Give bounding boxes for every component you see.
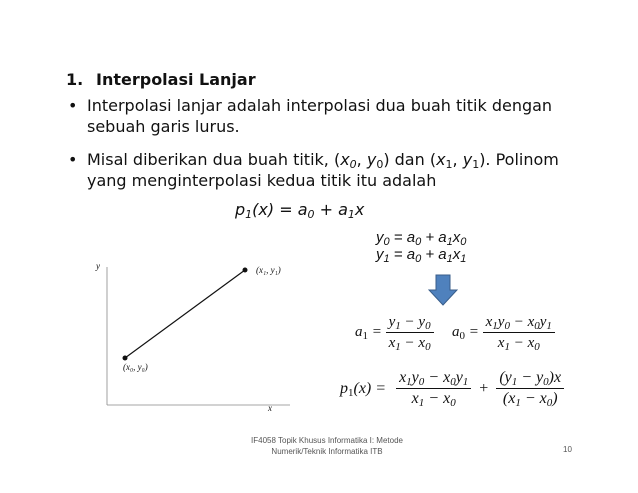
footer-line-1: IF4058 Topik Khusus Informatika I: Metode [251, 436, 403, 445]
section-number: 1. [66, 70, 84, 89]
bullet-2-mid: ) dan ( [383, 150, 437, 169]
bullet-1-line-2: sebuah garis lurus. [87, 116, 240, 136]
sub: 0 [307, 208, 315, 221]
system-of-equations [376, 229, 466, 263]
sub: 0 [415, 253, 422, 265]
a1-formula: $a_1$ = $\frac{y_1 - y_0}{x_1 - x_0}$ [355, 312, 434, 353]
graph-x-label: x [268, 403, 272, 413]
point0-x: x [340, 150, 350, 169]
sys-eq: = a [389, 229, 416, 246]
a0-formula: $a_0$ = $\frac{x_1y_0 - x_0y_1}{x_1 - x_0}$ [452, 312, 555, 353]
p1-formula: $p_1(x)$ = $\frac{x_1y_0 - x_0y_1}{x_1 - x_0}$ + $\frac{(y_1 - y_0)x}{(x_1 - x_0)}$ [340, 368, 564, 409]
bullet-1-line-1: Interpolasi lanjar adalah interpolasi dua buah titik dengan [87, 96, 553, 115]
point1-y: y [462, 150, 473, 169]
point-0-marker [123, 356, 128, 361]
sub: 1 [460, 253, 467, 265]
sys-plus: + a [421, 246, 447, 263]
sub: 0 [376, 158, 384, 171]
bullet-2-post: ). Polinom [479, 150, 559, 169]
graph-point-1-label: (x₁, y₁) [256, 265, 281, 275]
eq-x: x [354, 200, 365, 219]
graph-y-label: y [96, 261, 100, 271]
comma: , [452, 150, 463, 169]
sys-eq: = a [389, 246, 416, 263]
point-1-marker [243, 268, 248, 273]
bullet-2-marker: • [68, 150, 78, 169]
sub: 1 [445, 158, 453, 171]
sys-x: x [452, 229, 461, 246]
sub: 0 [349, 158, 357, 171]
sys-plus: + a [421, 229, 447, 246]
interpolation-line [125, 270, 245, 358]
down-arrow-icon [428, 274, 458, 306]
bullet-1-marker: • [68, 96, 78, 115]
sys-x: x [452, 246, 461, 263]
sys-y: y [376, 229, 384, 246]
graph-point-0-label: (x₀, y₀) [123, 362, 148, 372]
sub: 0 [415, 236, 422, 248]
eq-arg: (x) = a [252, 200, 308, 219]
system-row-2 [376, 246, 466, 263]
linear-polynomial-equation [235, 200, 364, 220]
sub: 1 [446, 236, 453, 248]
point0-y: y [366, 150, 377, 169]
section-title: Interpolasi Lanjar [96, 70, 256, 89]
eq-p: p [235, 200, 246, 219]
page-number: 10 [563, 445, 572, 454]
bullet-2-line-2: yang menginterpolasi kedua titik itu adalah [87, 170, 437, 190]
sys-y: y [376, 246, 384, 263]
sub: 0 [383, 236, 390, 248]
point1-x: x [436, 150, 446, 169]
comma: , [356, 150, 367, 169]
bullet-2-pre: Misal diberikan dua buah titik, ( [87, 150, 341, 169]
sub: 1 [446, 253, 453, 265]
footer-line-2: Numerik/Teknik Informatika ITB [271, 447, 383, 456]
sub: 0 [460, 236, 467, 248]
sub: 1 [347, 208, 355, 221]
linear-interpolation-graph [90, 255, 310, 415]
sub: 1 [245, 208, 253, 221]
system-row-1 [376, 229, 466, 246]
slide-footer [227, 435, 427, 457]
bullet-2-text [87, 150, 577, 191]
sub: 1 [383, 253, 390, 265]
sub: 1 [472, 158, 480, 171]
bullet-1-text [87, 96, 577, 137]
eq-plus: + a [314, 200, 348, 219]
section-heading [66, 70, 256, 90]
